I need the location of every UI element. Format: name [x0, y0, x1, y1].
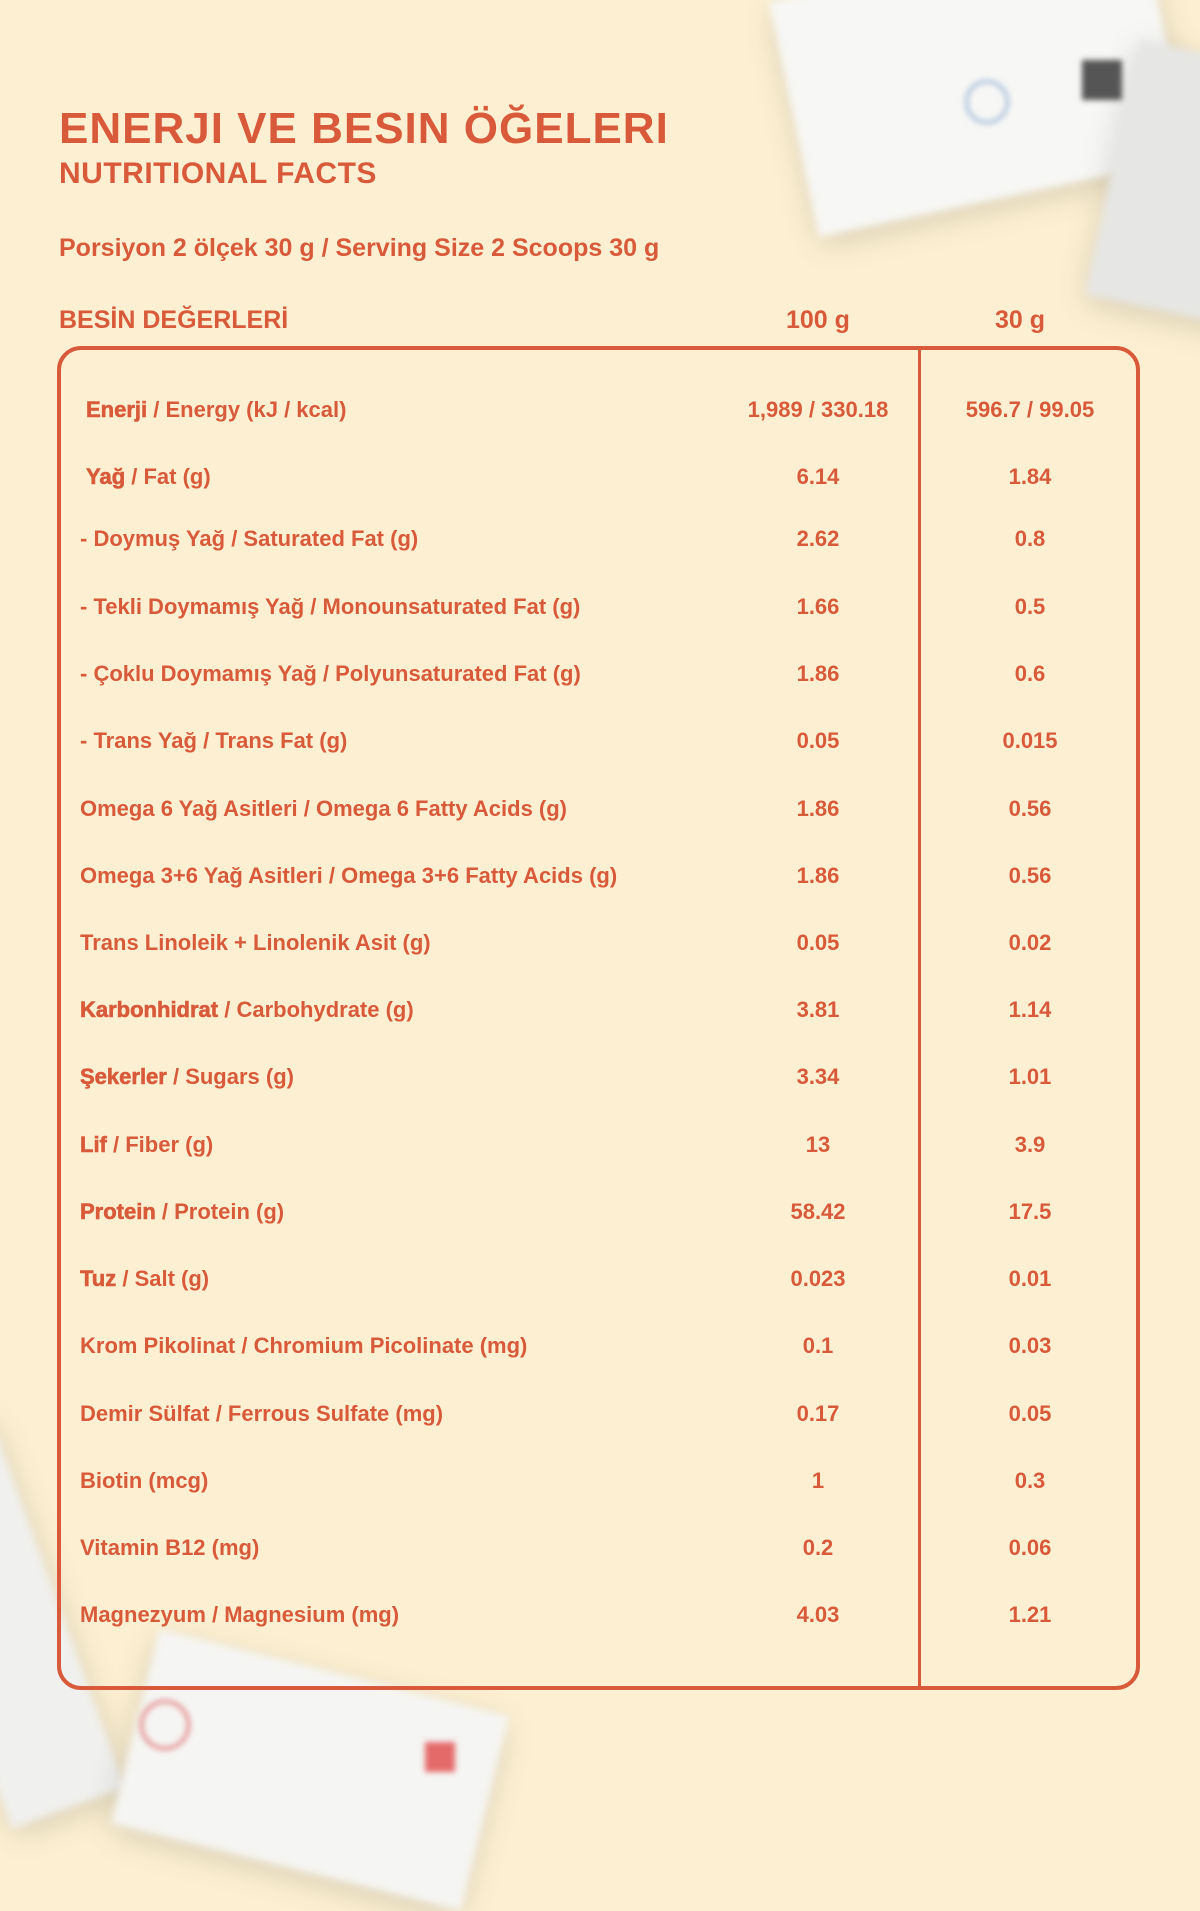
value-100g: 1.66 — [796, 594, 840, 619]
table-row — [0, 863, 1200, 897]
value-30g: 1.84 — [1008, 464, 1052, 489]
value-30g: 0.02 — [1008, 930, 1052, 955]
table-row — [0, 1199, 1200, 1233]
value-100g: 1.86 — [796, 661, 840, 686]
row-label: - Doymuş Yağ / Saturated Fat (g) — [80, 526, 419, 551]
value-100g: 58.42 — [790, 1199, 846, 1224]
row-label: Omega 6 Yağ Asitleri / Omega 6 Fatty Acids (g) — [80, 796, 568, 821]
value-100g: 3.34 — [796, 1064, 840, 1089]
seal-icon — [965, 80, 1009, 124]
table-row — [0, 930, 1200, 964]
value-100g: 3.81 — [796, 997, 840, 1022]
table-row — [0, 397, 1200, 431]
table-row — [0, 1468, 1200, 1502]
value-100g: 13 — [805, 1132, 831, 1157]
row-label: Trans Linoleik + Linolenik Asit (g) — [80, 930, 431, 955]
table-row — [0, 1602, 1200, 1636]
value-100g: 1,989 / 330.18 — [747, 397, 889, 422]
row-label: Biotin (mcg) — [80, 1468, 209, 1493]
value-100g: 0.2 — [802, 1535, 834, 1560]
table-row — [0, 796, 1200, 830]
page-subtitle: NUTRITIONAL FACTS — [59, 157, 377, 190]
seal-icon — [140, 1700, 190, 1750]
value-100g: 4.03 — [796, 1602, 840, 1627]
value-30g: 0.5 — [1014, 594, 1046, 619]
row-label: Enerji / Energy (kJ / kcal) — [86, 397, 347, 422]
value-100g: 2.62 — [796, 526, 840, 551]
value-30g: 0.6 — [1014, 661, 1046, 686]
table-row — [0, 728, 1200, 762]
column-header-100g: 100 g — [786, 306, 850, 334]
row-label: - Trans Yağ / Trans Fat (g) — [80, 728, 348, 753]
value-30g: 0.01 — [1008, 1266, 1052, 1291]
value-30g: 596.7 / 99.05 — [965, 397, 1095, 422]
table-row — [0, 997, 1200, 1031]
table-row — [0, 526, 1200, 560]
value-100g: 1 — [811, 1468, 825, 1493]
value-100g: 1.86 — [796, 863, 840, 888]
row-label: Vitamin B12 (mg) — [80, 1535, 260, 1560]
row-label: Lif / Fiber (g) — [80, 1132, 214, 1157]
value-30g: 1.14 — [1008, 997, 1052, 1022]
row-label: Karbonhidrat / Carbohydrate (g) — [80, 997, 414, 1022]
value-30g: 0.015 — [1002, 728, 1058, 753]
table-row — [0, 1333, 1200, 1367]
value-30g: 0.06 — [1008, 1535, 1052, 1560]
value-30g: 0.3 — [1014, 1468, 1046, 1493]
value-30g: 0.8 — [1014, 526, 1046, 551]
row-label: - Tekli Doymamış Yağ / Monounsaturated Fat (g) — [80, 594, 581, 619]
column-header-nutrients: BESİN DEĞERLERİ — [59, 306, 289, 334]
value-30g: 1.01 — [1008, 1064, 1052, 1089]
value-100g: 0.05 — [796, 930, 840, 955]
value-100g: 0.1 — [802, 1333, 834, 1358]
value-30g: 0.56 — [1008, 796, 1052, 821]
row-label: Şekerler / Sugars (g) — [80, 1064, 294, 1089]
row-label: Krom Pikolinat / Chromium Picolinate (mg) — [80, 1333, 528, 1358]
value-100g: 0.05 — [796, 728, 840, 753]
value-30g: 3.9 — [1014, 1132, 1046, 1157]
row-label: Demir Sülfat / Ferrous Sulfate (mg) — [80, 1401, 444, 1426]
row-label: Omega 3+6 Yağ Asitleri / Omega 3+6 Fatty Acids (g) — [80, 863, 618, 888]
page-title: ENERJI VE BESIN ÖĞELERI — [59, 104, 669, 153]
logo-icon — [425, 1742, 455, 1772]
table-row — [0, 661, 1200, 695]
value-30g: 0.56 — [1008, 863, 1052, 888]
value-100g: 1.86 — [796, 796, 840, 821]
value-100g: 0.17 — [796, 1401, 840, 1426]
table-row — [0, 1064, 1200, 1098]
table-row — [0, 594, 1200, 628]
table-row — [0, 464, 1200, 498]
value-30g: 17.5 — [1008, 1199, 1052, 1224]
table-row — [0, 1132, 1200, 1166]
row-label: Magnezyum / Magnesium (mg) — [80, 1602, 400, 1627]
table-row — [0, 1401, 1200, 1435]
qr-code-icon — [1082, 60, 1122, 100]
serving-size: Porsiyon 2 ölçek 30 g / Serving Size 2 Scoops 30 g — [59, 234, 660, 262]
value-100g: 0.023 — [790, 1266, 846, 1291]
table-row — [0, 1535, 1200, 1569]
row-label: - Çoklu Doymamış Yağ / Polyunsaturated Fat (g) — [80, 661, 581, 686]
row-label: Tuz / Salt (g) — [80, 1266, 210, 1291]
value-100g: 6.14 — [796, 464, 840, 489]
value-30g: 0.03 — [1008, 1333, 1052, 1358]
table-row — [0, 1266, 1200, 1300]
row-label: Yağ / Fat (g) — [86, 464, 211, 489]
value-30g: 0.05 — [1008, 1401, 1052, 1426]
value-30g: 1.21 — [1008, 1602, 1052, 1627]
column-header-30g: 30 g — [995, 306, 1046, 334]
row-label: Protein / Protein (g) — [80, 1199, 285, 1224]
